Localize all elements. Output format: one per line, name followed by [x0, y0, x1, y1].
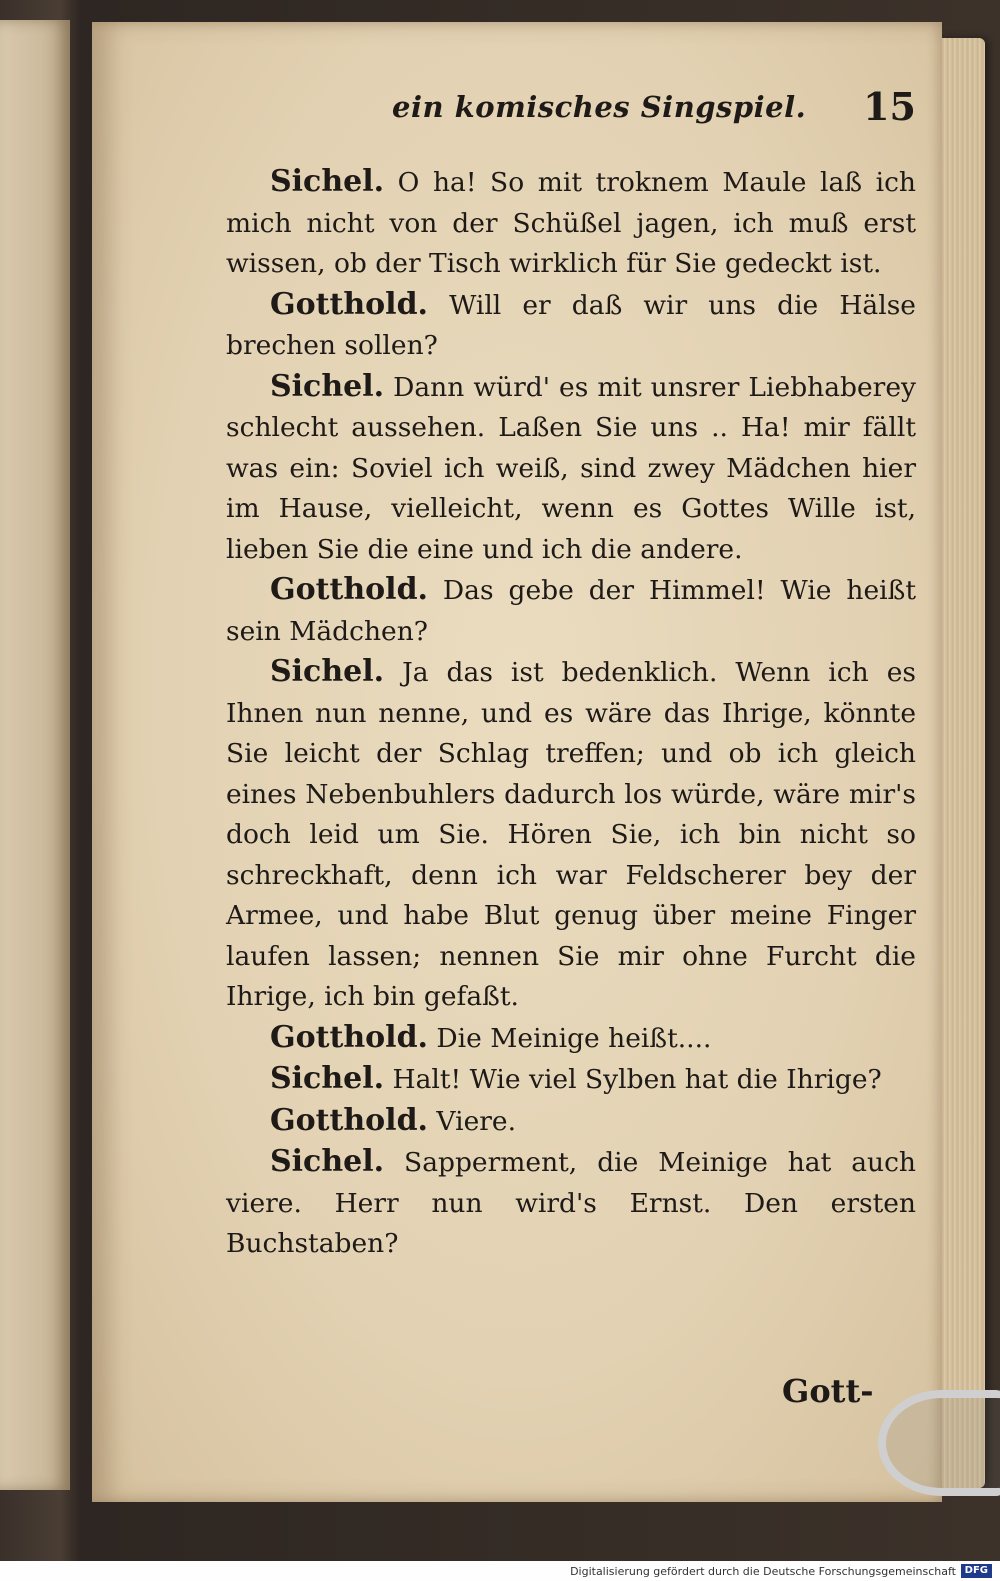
text-body: [226, 162, 916, 1265]
page-stack-edge: [935, 38, 985, 1488]
catchword: Gott-: [782, 1372, 874, 1410]
dialogue-text: Viere.: [436, 1105, 517, 1137]
speaker-name: Sichel.: [270, 1144, 385, 1179]
dialogue-text: Das gebe der Himmel! Wie heißt sein Mädchen?: [226, 575, 916, 647]
dialogue-paragraph: [226, 652, 916, 1018]
dfg-logo: DFG: [961, 1564, 992, 1578]
speaker-name: Sichel.: [270, 368, 385, 404]
dialogue-text: Ja das ist bedenklich. Wenn ich es Ihnen nun nenne, und es wäre das Ihrige, könnte Sie leicht der Schlag treffen; und ob ich gleich eines Nebenbuhlers dadurch los würde, wäre mir's doch leid um Sie. Hören Sie, ich bin nicht so schreckhaft, denn ich war Feldscherer bey der Armee, und habe Blut genug über meine Finger laufen lassen; nennen Sie mir ohne Furcht die Ihrige, ich bin gefaßt.: [226, 657, 916, 1012]
dialogue-text: Halt! Wie viel Sylben hat die Ihrige?: [392, 1064, 882, 1095]
speaker-name: Gotthold.: [270, 1102, 428, 1138]
speaker-name: Sichel.: [270, 164, 385, 199]
dialogue-paragraph: [226, 1059, 916, 1101]
dialogue-paragraph: [226, 162, 916, 285]
dialogue-text: Sapperment, die Meinige hat auch viere. Herr nun wird's Ernst. Den ersten Buchstaben?: [226, 1147, 916, 1259]
dialogue-text: Die Meinige heißt....: [436, 1022, 712, 1054]
speaker-name: Gotthold.: [270, 1019, 428, 1055]
speaker-name: Sichel.: [270, 654, 385, 689]
running-title: ein komisches Singspiel.: [392, 90, 807, 124]
funding-credit: Digitalisierung gefördert durch die Deutsche Forschungsgemeinschaft: [570, 1565, 956, 1578]
digitization-footer: [0, 1561, 1000, 1581]
magnifier-icon[interactable]: [878, 1390, 1000, 1496]
speaker-name: Sichel.: [270, 1061, 385, 1096]
dialogue-paragraph: [226, 285, 916, 367]
left-page-edge: [0, 20, 70, 1490]
dialogue-paragraph: [226, 1101, 916, 1143]
dialogue-text: Dann würd' es mit unsrer Liebhaberey schlecht aussehen. Laßen Sie uns .. Ha! mir fällt was ein: Soviel ich weiß, sind zwey Mädchen hier im Hause, vielleicht, wenn es Gottes Wille ist, lieben Sie die eine und ich die andere.: [226, 371, 916, 565]
page-number: 15: [863, 84, 916, 129]
dialogue-paragraph: [226, 1018, 916, 1060]
dialogue-paragraph: [226, 570, 916, 652]
dialogue-text: Will er daß wir uns die Hälse brechen sollen?: [226, 289, 916, 361]
speaker-name: Gotthold.: [270, 572, 428, 607]
running-head: [300, 84, 920, 136]
speaker-name: Gotthold.: [270, 286, 428, 322]
dialogue-paragraph: [226, 367, 916, 571]
dialogue-paragraph: [226, 1142, 916, 1265]
dialogue-text: O ha! So mit troknem Maule laß ich mich nicht von der Schüßel jagen, ich muß erst wissen, ob der Tisch wirklich für Sie gedeckt ist.: [226, 167, 916, 279]
